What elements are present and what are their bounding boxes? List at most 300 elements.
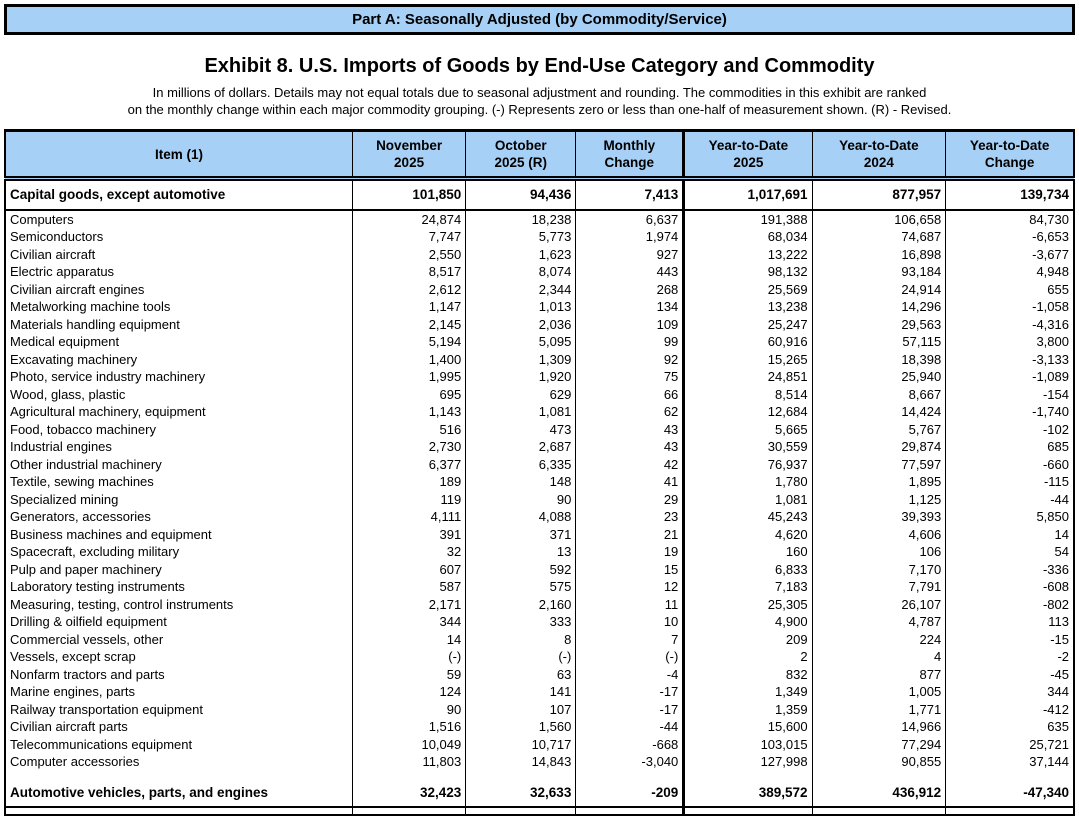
item-cell: Agricultural machinery, equipment bbox=[5, 403, 352, 421]
value-cell: 109 bbox=[576, 316, 684, 334]
value-cell: 6,833 bbox=[684, 561, 812, 579]
item-cell: Nonfarm tractors and parts bbox=[5, 666, 352, 684]
value-cell: 6,335 bbox=[466, 456, 576, 474]
detail-row bbox=[5, 701, 1074, 719]
value-cell: -45 bbox=[946, 666, 1074, 684]
value-cell: 607 bbox=[352, 561, 465, 579]
detail-row bbox=[5, 718, 1074, 736]
value-cell: 24,914 bbox=[812, 281, 946, 299]
detail-row bbox=[5, 228, 1074, 246]
value-cell: 4 bbox=[812, 648, 946, 666]
value-cell: 25,569 bbox=[684, 281, 812, 299]
value-cell: 4,948 bbox=[946, 263, 1074, 281]
value-cell: 1,995 bbox=[352, 368, 465, 386]
value-cell: 1,081 bbox=[684, 491, 812, 509]
column-header-line2: 2025 bbox=[394, 155, 425, 170]
value-cell: 7,791 bbox=[812, 578, 946, 596]
value-cell: 14,966 bbox=[812, 718, 946, 736]
value-cell: 6,377 bbox=[352, 456, 465, 474]
empty-cell bbox=[466, 807, 576, 815]
detail-row bbox=[5, 333, 1074, 351]
detail-row bbox=[5, 543, 1074, 561]
value-cell: -668 bbox=[576, 736, 684, 754]
value-cell: 93,184 bbox=[812, 263, 946, 281]
value-cell: 139,734 bbox=[946, 179, 1074, 210]
value-cell: -6,653 bbox=[946, 228, 1074, 246]
value-cell: 389,572 bbox=[684, 779, 812, 808]
detail-row bbox=[5, 316, 1074, 334]
value-cell: 148 bbox=[466, 473, 576, 491]
value-cell: -336 bbox=[946, 561, 1074, 579]
value-cell: -1,058 bbox=[946, 298, 1074, 316]
value-cell: 25,721 bbox=[946, 736, 1074, 754]
detail-row bbox=[5, 421, 1074, 439]
value-cell: 15 bbox=[576, 561, 684, 579]
value-cell: 107 bbox=[466, 701, 576, 719]
value-cell: 106,658 bbox=[812, 210, 946, 229]
value-cell: 18,238 bbox=[466, 210, 576, 229]
detail-row bbox=[5, 648, 1074, 666]
value-cell: 141 bbox=[466, 683, 576, 701]
value-cell: -4,316 bbox=[946, 316, 1074, 334]
column-header-line2: 2025 bbox=[733, 155, 764, 170]
value-cell: 24,851 bbox=[684, 368, 812, 386]
value-cell: 5,773 bbox=[466, 228, 576, 246]
value-cell: 43 bbox=[576, 421, 684, 439]
value-cell: 592 bbox=[466, 561, 576, 579]
value-cell: 92 bbox=[576, 351, 684, 369]
value-cell: 66 bbox=[576, 386, 684, 404]
value-cell: 1,081 bbox=[466, 403, 576, 421]
value-cell: 39,393 bbox=[812, 508, 946, 526]
item-cell: Metalworking machine tools bbox=[5, 298, 352, 316]
value-cell: 6,637 bbox=[576, 210, 684, 229]
detail-row bbox=[5, 386, 1074, 404]
value-cell: 24,874 bbox=[352, 210, 465, 229]
value-cell: 1,560 bbox=[466, 718, 576, 736]
column-header-6 bbox=[946, 131, 1074, 179]
detail-row bbox=[5, 613, 1074, 631]
value-cell: 2,550 bbox=[352, 246, 465, 264]
value-cell: 94,436 bbox=[466, 179, 576, 210]
item-cell: Wood, glass, plastic bbox=[5, 386, 352, 404]
value-cell: 5,665 bbox=[684, 421, 812, 439]
value-cell: 29 bbox=[576, 491, 684, 509]
value-cell: 2,171 bbox=[352, 596, 465, 614]
detail-row bbox=[5, 473, 1074, 491]
item-cell: Automotive vehicles, parts, and engines bbox=[5, 779, 352, 808]
value-cell: 685 bbox=[946, 438, 1074, 456]
value-cell: 371 bbox=[466, 526, 576, 544]
value-cell: 268 bbox=[576, 281, 684, 299]
table-body bbox=[5, 179, 1074, 816]
value-cell: -102 bbox=[946, 421, 1074, 439]
value-cell: 90,855 bbox=[812, 753, 946, 771]
column-header-line2: Change bbox=[984, 155, 1035, 170]
column-header-line1: November bbox=[376, 138, 443, 153]
value-cell: 32,633 bbox=[466, 779, 576, 808]
value-cell: 21 bbox=[576, 526, 684, 544]
value-cell: 106 bbox=[812, 543, 946, 561]
detail-row bbox=[5, 281, 1074, 299]
value-cell: -47,340 bbox=[946, 779, 1074, 808]
empty-cell bbox=[684, 807, 812, 815]
value-cell: 655 bbox=[946, 281, 1074, 299]
value-cell: 1,017,691 bbox=[684, 179, 812, 210]
value-cell: 2,612 bbox=[352, 281, 465, 299]
value-cell: 832 bbox=[684, 666, 812, 684]
empty-cell bbox=[352, 771, 465, 779]
column-header-line2: 2024 bbox=[863, 155, 894, 170]
exhibit-note-line1: In millions of dollars. Details may not equal totals due to seasonal adjustment and rounding. The commodities in this exhibit are ranked bbox=[152, 85, 927, 100]
value-cell: -17 bbox=[576, 683, 684, 701]
value-cell: 2,344 bbox=[466, 281, 576, 299]
empty-cell bbox=[352, 807, 465, 815]
value-cell: 77,597 bbox=[812, 456, 946, 474]
detail-row bbox=[5, 438, 1074, 456]
empty-cell bbox=[576, 771, 684, 779]
value-cell: 29,563 bbox=[812, 316, 946, 334]
value-cell: 26,107 bbox=[812, 596, 946, 614]
item-cell: Civilian aircraft parts bbox=[5, 718, 352, 736]
value-cell: 29,874 bbox=[812, 438, 946, 456]
exhibit-title: Exhibit 8. U.S. Imports of Goods by End-Use Category and Commodity bbox=[204, 55, 875, 77]
detail-row bbox=[5, 578, 1074, 596]
value-cell: 62 bbox=[576, 403, 684, 421]
value-cell: 23 bbox=[576, 508, 684, 526]
value-cell: 1,974 bbox=[576, 228, 684, 246]
value-cell: 1,147 bbox=[352, 298, 465, 316]
detail-row bbox=[5, 631, 1074, 649]
value-cell: 59 bbox=[352, 666, 465, 684]
detail-row bbox=[5, 561, 1074, 579]
column-header-5 bbox=[812, 131, 946, 179]
value-cell: 90 bbox=[466, 491, 576, 509]
item-cell: Commercial vessels, other bbox=[5, 631, 352, 649]
value-cell: 127,998 bbox=[684, 753, 812, 771]
value-cell: 575 bbox=[466, 578, 576, 596]
value-cell: 41 bbox=[576, 473, 684, 491]
item-cell: Telecommunications equipment bbox=[5, 736, 352, 754]
item-cell: Medical equipment bbox=[5, 333, 352, 351]
detail-row bbox=[5, 403, 1074, 421]
value-cell: (-) bbox=[352, 648, 465, 666]
cutoff-stub-row bbox=[5, 807, 1074, 815]
value-cell: 57,115 bbox=[812, 333, 946, 351]
item-cell: Semiconductors bbox=[5, 228, 352, 246]
column-header-3 bbox=[576, 131, 684, 179]
detail-row bbox=[5, 351, 1074, 369]
value-cell: 25,305 bbox=[684, 596, 812, 614]
value-cell: 5,095 bbox=[466, 333, 576, 351]
value-cell: 1,013 bbox=[466, 298, 576, 316]
value-cell: 516 bbox=[352, 421, 465, 439]
value-cell: -4 bbox=[576, 666, 684, 684]
value-cell: 14,843 bbox=[466, 753, 576, 771]
value-cell: 695 bbox=[352, 386, 465, 404]
column-header-line1: Item (1) bbox=[154, 146, 203, 162]
value-cell: 1,309 bbox=[466, 351, 576, 369]
value-cell: 19 bbox=[576, 543, 684, 561]
value-cell: 587 bbox=[352, 578, 465, 596]
item-cell: Railway transportation equipment bbox=[5, 701, 352, 719]
value-cell: 7,413 bbox=[576, 179, 684, 210]
value-cell: 90 bbox=[352, 701, 465, 719]
detail-row bbox=[5, 456, 1074, 474]
value-cell: -1,740 bbox=[946, 403, 1074, 421]
item-cell: Vessels, except scrap bbox=[5, 648, 352, 666]
table-header bbox=[5, 131, 1074, 179]
column-header-line2: 2025 (R) bbox=[494, 155, 548, 170]
value-cell: 209 bbox=[684, 631, 812, 649]
value-cell: 8 bbox=[466, 631, 576, 649]
part-a-banner: Part A: Seasonally Adjusted (by Commodity/Service) bbox=[4, 4, 1075, 35]
value-cell: 119 bbox=[352, 491, 465, 509]
empty-cell bbox=[5, 771, 352, 779]
value-cell: 7,747 bbox=[352, 228, 465, 246]
item-cell: Generators, accessories bbox=[5, 508, 352, 526]
value-cell: 15,600 bbox=[684, 718, 812, 736]
empty-cell bbox=[946, 771, 1074, 779]
value-cell: 8,514 bbox=[684, 386, 812, 404]
value-cell: 3,800 bbox=[946, 333, 1074, 351]
value-cell: -1,089 bbox=[946, 368, 1074, 386]
value-cell: 189 bbox=[352, 473, 465, 491]
item-cell: Civilian aircraft bbox=[5, 246, 352, 264]
value-cell: 74,687 bbox=[812, 228, 946, 246]
item-cell: Business machines and equipment bbox=[5, 526, 352, 544]
value-cell: 2,145 bbox=[352, 316, 465, 334]
value-cell: 4,620 bbox=[684, 526, 812, 544]
column-header-line1: Monthly bbox=[603, 138, 656, 153]
empty-cell bbox=[812, 807, 946, 815]
column-header-line1: October bbox=[494, 138, 547, 153]
empty-cell bbox=[466, 771, 576, 779]
item-cell: Marine engines, parts bbox=[5, 683, 352, 701]
value-cell: -44 bbox=[946, 491, 1074, 509]
value-cell: 4,900 bbox=[684, 613, 812, 631]
value-cell: 8,517 bbox=[352, 263, 465, 281]
detail-row bbox=[5, 596, 1074, 614]
value-cell: 13,238 bbox=[684, 298, 812, 316]
value-cell: 1,143 bbox=[352, 403, 465, 421]
value-cell: -154 bbox=[946, 386, 1074, 404]
value-cell: 45,243 bbox=[684, 508, 812, 526]
imports-table bbox=[4, 129, 1075, 816]
value-cell: 15,265 bbox=[684, 351, 812, 369]
value-cell: -15 bbox=[946, 631, 1074, 649]
total-row bbox=[5, 779, 1074, 808]
detail-row bbox=[5, 298, 1074, 316]
item-cell: Electric apparatus bbox=[5, 263, 352, 281]
value-cell: -17 bbox=[576, 701, 684, 719]
value-cell: 10 bbox=[576, 613, 684, 631]
detail-row bbox=[5, 526, 1074, 544]
value-cell: 1,780 bbox=[684, 473, 812, 491]
value-cell: 2,687 bbox=[466, 438, 576, 456]
value-cell: 5,194 bbox=[352, 333, 465, 351]
value-cell: 7 bbox=[576, 631, 684, 649]
total-row bbox=[5, 179, 1074, 210]
value-cell: -2 bbox=[946, 648, 1074, 666]
column-header-line1: Year-to-Date bbox=[969, 138, 1050, 153]
item-cell: Pulp and paper machinery bbox=[5, 561, 352, 579]
value-cell: 1,895 bbox=[812, 473, 946, 491]
value-cell: 14 bbox=[352, 631, 465, 649]
value-cell: 134 bbox=[576, 298, 684, 316]
value-cell: -3,040 bbox=[576, 753, 684, 771]
column-header-line2: Change bbox=[604, 155, 655, 170]
value-cell: 32,423 bbox=[352, 779, 465, 808]
value-cell: 191,388 bbox=[684, 210, 812, 229]
item-cell: Textile, sewing machines bbox=[5, 473, 352, 491]
exhibit-note-line2: on the monthly change within each major commodity grouping. (-) Represents zero or less than one-half of measurement shown. (R) - Revised. bbox=[127, 102, 952, 117]
item-cell: Other industrial machinery bbox=[5, 456, 352, 474]
value-cell: 2,730 bbox=[352, 438, 465, 456]
empty-cell bbox=[576, 807, 684, 815]
value-cell: 160 bbox=[684, 543, 812, 561]
value-cell: 635 bbox=[946, 718, 1074, 736]
detail-row bbox=[5, 210, 1074, 229]
value-cell: -608 bbox=[946, 578, 1074, 596]
value-cell: 1,359 bbox=[684, 701, 812, 719]
detail-row bbox=[5, 263, 1074, 281]
item-cell: Excavating machinery bbox=[5, 351, 352, 369]
value-cell: 43 bbox=[576, 438, 684, 456]
value-cell: 344 bbox=[352, 613, 465, 631]
value-cell: 77,294 bbox=[812, 736, 946, 754]
value-cell: 60,916 bbox=[684, 333, 812, 351]
value-cell: 25,940 bbox=[812, 368, 946, 386]
item-cell: Measuring, testing, control instruments bbox=[5, 596, 352, 614]
value-cell: -660 bbox=[946, 456, 1074, 474]
value-cell: (-) bbox=[466, 648, 576, 666]
value-cell: 1,920 bbox=[466, 368, 576, 386]
value-cell: 5,767 bbox=[812, 421, 946, 439]
value-cell: 2,036 bbox=[466, 316, 576, 334]
column-header-1 bbox=[352, 131, 465, 179]
value-cell: 13 bbox=[466, 543, 576, 561]
item-cell: Computer accessories bbox=[5, 753, 352, 771]
value-cell: 1,400 bbox=[352, 351, 465, 369]
value-cell: 443 bbox=[576, 263, 684, 281]
detail-row bbox=[5, 666, 1074, 684]
value-cell: 4,088 bbox=[466, 508, 576, 526]
column-header-item bbox=[5, 131, 352, 179]
detail-row bbox=[5, 736, 1074, 754]
value-cell: 1,125 bbox=[812, 491, 946, 509]
value-cell: 927 bbox=[576, 246, 684, 264]
value-cell: 4,111 bbox=[352, 508, 465, 526]
value-cell: 63 bbox=[466, 666, 576, 684]
value-cell: 10,717 bbox=[466, 736, 576, 754]
value-cell: 224 bbox=[812, 631, 946, 649]
value-cell: 4,787 bbox=[812, 613, 946, 631]
spacer-row bbox=[5, 771, 1074, 779]
value-cell: 37,144 bbox=[946, 753, 1074, 771]
value-cell: 333 bbox=[466, 613, 576, 631]
value-cell: 18,398 bbox=[812, 351, 946, 369]
value-cell: 13,222 bbox=[684, 246, 812, 264]
value-cell: 76,937 bbox=[684, 456, 812, 474]
value-cell: 98,132 bbox=[684, 263, 812, 281]
empty-cell bbox=[946, 807, 1074, 815]
detail-row bbox=[5, 753, 1074, 771]
value-cell: 12,684 bbox=[684, 403, 812, 421]
value-cell: 75 bbox=[576, 368, 684, 386]
detail-row bbox=[5, 368, 1074, 386]
value-cell: 10,049 bbox=[352, 736, 465, 754]
value-cell: 11,803 bbox=[352, 753, 465, 771]
value-cell: 124 bbox=[352, 683, 465, 701]
value-cell: 16,898 bbox=[812, 246, 946, 264]
value-cell: -412 bbox=[946, 701, 1074, 719]
column-header-4 bbox=[684, 131, 812, 179]
item-cell: Drilling & oilfield equipment bbox=[5, 613, 352, 631]
value-cell: 32 bbox=[352, 543, 465, 561]
value-cell: 473 bbox=[466, 421, 576, 439]
detail-row bbox=[5, 508, 1074, 526]
value-cell: 25,247 bbox=[684, 316, 812, 334]
value-cell: -44 bbox=[576, 718, 684, 736]
detail-row bbox=[5, 491, 1074, 509]
value-cell: 2 bbox=[684, 648, 812, 666]
value-cell: 391 bbox=[352, 526, 465, 544]
value-cell: 877 bbox=[812, 666, 946, 684]
value-cell: 7,183 bbox=[684, 578, 812, 596]
exhibit-notes bbox=[0, 84, 1079, 118]
value-cell: -3,677 bbox=[946, 246, 1074, 264]
value-cell: 14,424 bbox=[812, 403, 946, 421]
empty-cell bbox=[812, 771, 946, 779]
value-cell: 14,296 bbox=[812, 298, 946, 316]
column-header-line1: Year-to-Date bbox=[708, 138, 789, 153]
item-cell: Capital goods, except automotive bbox=[5, 179, 352, 210]
value-cell: 1,516 bbox=[352, 718, 465, 736]
detail-row bbox=[5, 246, 1074, 264]
value-cell: 629 bbox=[466, 386, 576, 404]
value-cell: 101,850 bbox=[352, 179, 465, 210]
column-header-line1: Year-to-Date bbox=[839, 138, 919, 153]
column-header-2 bbox=[466, 131, 576, 179]
value-cell: 99 bbox=[576, 333, 684, 351]
item-cell: Computers bbox=[5, 210, 352, 229]
item-cell: Specialized mining bbox=[5, 491, 352, 509]
value-cell: 4,606 bbox=[812, 526, 946, 544]
value-cell: 7,170 bbox=[812, 561, 946, 579]
value-cell: -115 bbox=[946, 473, 1074, 491]
header-row bbox=[5, 131, 1074, 179]
value-cell: 5,850 bbox=[946, 508, 1074, 526]
value-cell: 1,005 bbox=[812, 683, 946, 701]
value-cell: 344 bbox=[946, 683, 1074, 701]
value-cell: 2,160 bbox=[466, 596, 576, 614]
detail-row bbox=[5, 683, 1074, 701]
value-cell: 1,623 bbox=[466, 246, 576, 264]
item-cell: Laboratory testing instruments bbox=[5, 578, 352, 596]
value-cell: 8,667 bbox=[812, 386, 946, 404]
value-cell: 113 bbox=[946, 613, 1074, 631]
value-cell: 68,034 bbox=[684, 228, 812, 246]
value-cell: 436,912 bbox=[812, 779, 946, 808]
empty-cell bbox=[5, 807, 352, 815]
value-cell: 877,957 bbox=[812, 179, 946, 210]
item-cell: Spacecraft, excluding military bbox=[5, 543, 352, 561]
value-cell: 1,771 bbox=[812, 701, 946, 719]
item-cell: Food, tobacco machinery bbox=[5, 421, 352, 439]
value-cell: 8,074 bbox=[466, 263, 576, 281]
value-cell: -802 bbox=[946, 596, 1074, 614]
